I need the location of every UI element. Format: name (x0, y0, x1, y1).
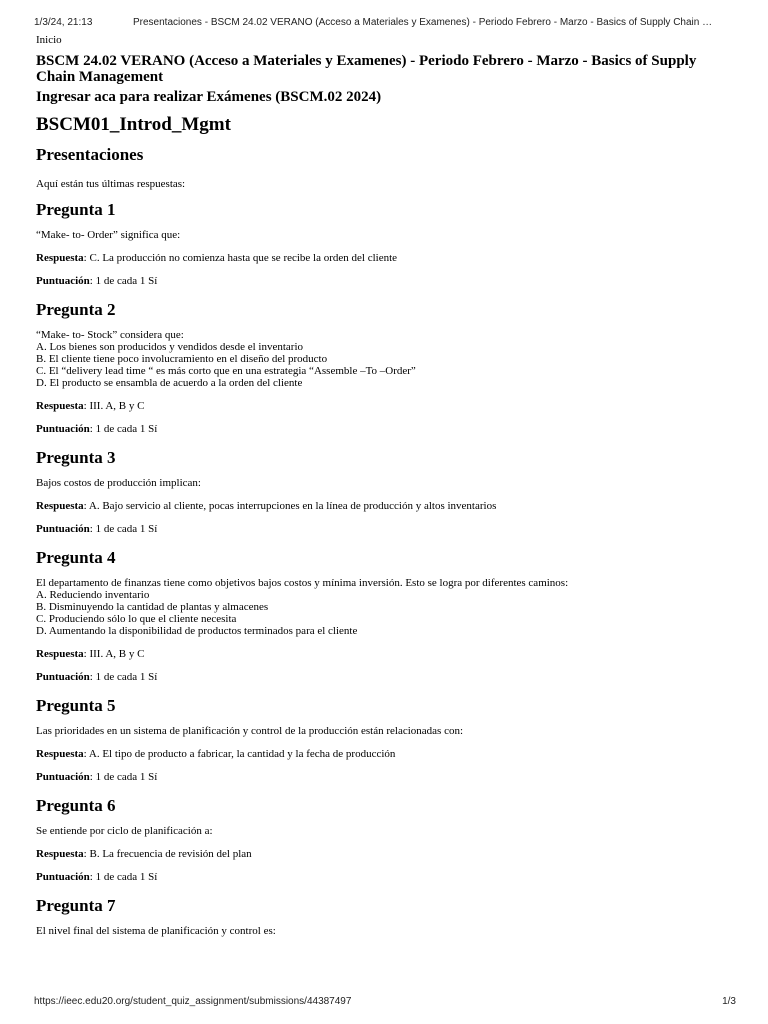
question-list (36, 200, 736, 937)
question-text (36, 229, 736, 241)
page-content (36, 33, 736, 948)
answer-label: Respuesta (36, 500, 84, 512)
question-title: Pregunta 1 (36, 200, 116, 219)
answer-label: Respuesta (36, 648, 84, 660)
quiz-title: Ingresar aca para realizar Exámenes (BSCM.02 2024) (36, 89, 382, 105)
score-label: Puntuación (36, 275, 90, 287)
question-title: Pregunta 5 (36, 696, 116, 715)
answer-value: : III. A, B y C (83, 648, 145, 660)
question-line: A. Reduciendo inventario (36, 589, 150, 601)
answer-row (36, 648, 736, 661)
question-block (36, 696, 736, 784)
question-line: “Make- to- Stock” considera que: (36, 329, 184, 341)
score-value: : 1 de cada 1 Sí (89, 423, 158, 435)
answer-label: Respuesta (36, 748, 84, 760)
score-row (36, 523, 736, 536)
question-line: D. El producto se ensambla de acuerdo a la orden del cliente (36, 377, 303, 389)
question-block (36, 796, 736, 884)
answer-value: : C. La producción no comienza hasta que se recibe la orden del cliente (83, 252, 398, 264)
score-label: Puntuación (36, 771, 90, 783)
section-title: Presentaciones (36, 145, 144, 164)
question-block (36, 548, 736, 684)
question-text (36, 925, 736, 937)
breadcrumb-home-link[interactable]: Inicio (36, 34, 62, 46)
answer-row (36, 500, 736, 513)
score-label: Puntuación (36, 871, 90, 883)
answer-label: Respuesta (36, 848, 84, 860)
question-block (36, 200, 736, 288)
score-label: Puntuación (36, 523, 90, 535)
score-value: : 1 de cada 1 Sí (89, 671, 158, 683)
question-block (36, 300, 736, 436)
answer-value: : B. La frecuencia de revisión del plan (83, 848, 252, 860)
score-row (36, 771, 736, 784)
question-line: Se entiende por ciclo de planificación a: (36, 825, 213, 837)
question-block (36, 448, 736, 536)
question-text (36, 329, 736, 389)
question-title: Pregunta 6 (36, 796, 116, 815)
question-line: El departamento de finanzas tiene como objetivos bajos costos y mínima inversión. Esto se logra por diferentes caminos: (36, 577, 569, 589)
print-page-title: Presentaciones - BSCM 24.02 VERANO (Acceso a Materiales y Examenes) - Periodo Febrero - Marzo - Basics of Supply Chain … (133, 17, 713, 28)
score-row (36, 275, 736, 288)
answer-value: : III. A, B y C (83, 400, 145, 412)
score-row (36, 671, 736, 684)
question-text (36, 577, 736, 637)
question-text (36, 825, 736, 837)
question-line: C. Produciendo sólo lo que el cliente necesita (36, 613, 237, 625)
answer-row (36, 848, 736, 861)
intro-text: Aquí están tus últimas respuestas: (36, 178, 186, 190)
question-line: B. El cliente tiene poco involucramiento en el diseño del producto (36, 353, 328, 365)
module-title: BSCM01_Introd_Mgmt (36, 114, 231, 135)
answer-label: Respuesta (36, 252, 84, 264)
score-row (36, 871, 736, 884)
answer-value: : A. El tipo de producto a fabricar, la cantidad y la fecha de producción (83, 748, 396, 760)
score-value: : 1 de cada 1 Sí (89, 871, 158, 883)
print-date: 1/3/24, 21:13 (34, 17, 93, 28)
question-line: “Make- to- Order” significa que: (36, 229, 181, 241)
question-title: Pregunta 3 (36, 448, 116, 467)
question-title: Pregunta 2 (36, 300, 116, 319)
question-text (36, 725, 736, 737)
answer-value: : A. Bajo servicio al cliente, pocas interrupciones en la línea de producción y altos inventarios (83, 500, 497, 512)
score-label: Puntuación (36, 423, 90, 435)
answer-label: Respuesta (36, 400, 84, 412)
answer-row (36, 748, 736, 761)
question-line: Bajos costos de producción implican: (36, 477, 201, 489)
print-page-number: 1/3 (722, 996, 736, 1007)
score-row (36, 423, 736, 436)
question-line: Las prioridades en un sistema de planificación y control de la producción están relacionadas con: (36, 725, 464, 737)
score-value: : 1 de cada 1 Sí (89, 771, 158, 783)
score-value: : 1 de cada 1 Sí (89, 523, 158, 535)
question-line: El nivel final del sistema de planificación y control es: (36, 925, 276, 937)
question-line: A. Los bienes son producidos y vendidos desde el inventario (36, 341, 304, 353)
question-text (36, 477, 736, 489)
question-block (36, 896, 736, 937)
print-url: https://ieec.edu20.org/student_quiz_assignment/submissions/44387497 (34, 996, 352, 1007)
question-title: Pregunta 4 (36, 548, 116, 567)
course-title: BSCM 24.02 VERANO (Acceso a Materiales y Examenes) - Periodo Febrero - Marzo - Basics of Supply Chain Management (36, 53, 697, 85)
score-label: Puntuación (36, 671, 90, 683)
answer-row (36, 252, 736, 265)
question-line: C. El “delivery lead time “ es más corto que en una estrategia “Assemble –To –Order” (36, 365, 416, 377)
question-line: D. Aumentando la disponibilidad de productos terminados para el cliente (36, 625, 358, 637)
question-title: Pregunta 7 (36, 896, 116, 915)
answer-row (36, 400, 736, 413)
score-value: : 1 de cada 1 Sí (89, 275, 158, 287)
question-line: B. Disminuyendo la cantidad de plantas y almacenes (36, 601, 269, 613)
